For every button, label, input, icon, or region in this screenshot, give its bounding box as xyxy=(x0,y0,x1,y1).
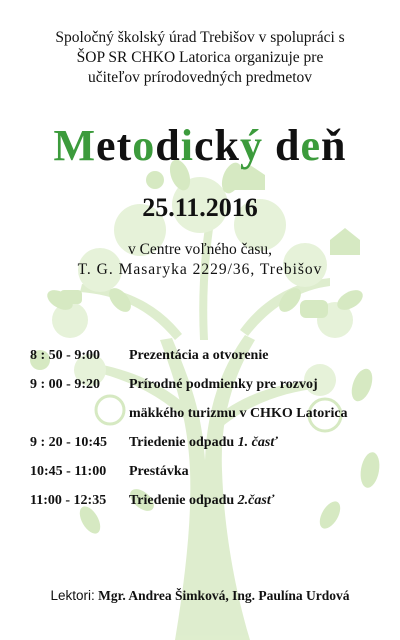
schedule-desc-italic: 2.časť xyxy=(237,493,275,508)
schedule-time: 11:00 - 12:35 xyxy=(30,493,107,508)
title-letter: d xyxy=(274,121,301,170)
venue-line-1: v Centre voľného času, xyxy=(127,241,273,258)
schedule-desc-wrap xyxy=(129,435,278,451)
intro-text xyxy=(0,28,400,88)
schedule-time: 9 : 20 - 10:45 xyxy=(30,435,107,450)
title-letter: d xyxy=(155,121,181,170)
title-letter: e xyxy=(300,121,321,170)
title-letter xyxy=(263,121,275,170)
title-letter: e xyxy=(96,121,117,170)
schedule-desc-wrap xyxy=(129,493,274,509)
schedule-desc-italic: 1. časť xyxy=(237,435,278,450)
intro-line-2: ŠOP SR CHKO Latorica organizuje pre xyxy=(76,49,324,66)
title-letter: i xyxy=(180,121,194,170)
title-letter: ý xyxy=(239,121,263,170)
intro-line-1: Spoločný školský úrad Trebišov v spolupráci s xyxy=(55,29,345,46)
schedule-time: 9 : 00 - 9:20 xyxy=(30,377,100,392)
venue xyxy=(0,240,400,280)
schedule-time: 8 : 50 - 9:00 xyxy=(30,348,100,363)
title-letter: M xyxy=(53,121,97,170)
lecturers-label: Lektori: xyxy=(50,588,95,603)
title-letter: t xyxy=(116,121,133,170)
venue-line-2: T. G. Masaryka 2229/36, Trebišov xyxy=(77,261,323,278)
schedule-desc: Prezentácia a otvorenie xyxy=(129,348,269,363)
schedule-time: 10:45 - 11:00 xyxy=(30,464,107,479)
intro-line-3: učiteľov prírodovedných predmetov xyxy=(87,69,313,86)
title-letter: o xyxy=(132,121,156,170)
title-letter: k xyxy=(214,121,240,170)
title-letter: ň xyxy=(320,121,347,170)
lecturers xyxy=(0,588,400,604)
schedule-desc: Prestávka xyxy=(129,464,189,479)
lecturers-names: Mgr. Andrea Šimková, Ing. Paulína Urdová xyxy=(98,588,350,603)
schedule-desc: Prírodné podmienky pre rozvoj xyxy=(129,377,318,392)
page-title xyxy=(0,120,400,171)
schedule-desc: mäkkého turizmu v CHKO Latorica xyxy=(129,406,348,421)
schedule-desc: Triedenie odpadu xyxy=(129,493,238,508)
event-date: 25.11.2016 xyxy=(142,193,258,222)
schedule-desc: Triedenie odpadu xyxy=(129,435,238,450)
title-letter: c xyxy=(193,121,215,170)
